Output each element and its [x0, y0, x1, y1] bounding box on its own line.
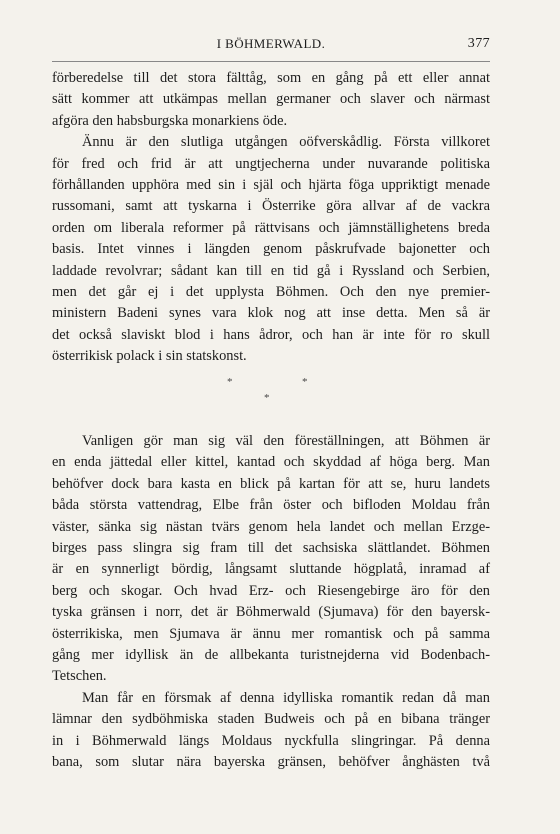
text-line: väster, sänka sig nästan tvärs genom hela landet och mellan Erzge- — [52, 518, 490, 535]
text-line: österrikiska, men Sjumava är ännu mer romantisk och på samma — [52, 625, 490, 642]
text-line: för fred och frid är att ungtjecherna under nuvarande politiska — [52, 155, 490, 172]
text-line: en enda jättedal eller kittel, kantad och skyddad af höga berg. Man — [52, 454, 490, 471]
text-line: basis. Intet vinnes i längden genom påskrufvade bajonetter och — [52, 241, 490, 258]
text-line: österrikisk polack i sin statskonst. — [52, 348, 247, 365]
text-line: russomani, samt att tyskarna i Österrike göra allvar af de vackra — [52, 198, 490, 215]
text-line: bana, som slutar nära bayerska gränsen, behöfver ånghästen två — [52, 754, 490, 771]
text-line: är en synnerligt bördig, långsamt sluttande högplatå, inramad af — [52, 561, 490, 578]
text-section-1 — [52, 68, 490, 368]
running-head — [52, 36, 490, 58]
text-line: lämnar den sydböhmiska staden Budweis och på en bibana tränger — [52, 711, 490, 728]
page-number: 377 — [467, 36, 490, 51]
text-line: birges pass slingra sig fram till det sachsiska slättlandet. Böhmen — [52, 540, 490, 557]
text-line: berg och skogar. Och hvad Erz- och Riesengebirge äro för den — [52, 582, 490, 599]
running-title: I BÖHMERWALD. — [216, 36, 326, 51]
text-line: gång mer idyllisk än de allbekanta turistnejderna vid Bodenbach- — [52, 647, 490, 664]
header-rule — [52, 61, 490, 62]
text-line: orden om liberala reformer på rättvisans och jämnställighetens breda — [52, 219, 490, 236]
text-line: afgöra den habsburgska monarkiens öde. — [52, 112, 288, 129]
section-divider — [52, 376, 490, 416]
text-line: förhållanden upphöra med sin i själ och hjärta föga uppriktigt menade — [52, 177, 490, 194]
text-section-2 — [52, 431, 490, 774]
text-line: behöfver dock bara kasta en blick på kartan för att se, huru landets — [52, 475, 490, 492]
asterisk-center: * — [264, 392, 270, 404]
text-line: Man får en försmak af denna idylliska romantik redan då man — [82, 689, 490, 706]
text-line: det också slaviskt blod i hans ådror, och han är inte för ro skull — [52, 326, 490, 343]
asterisk-left: * — [227, 376, 233, 388]
text-line: Vanligen gör man sig väl den föreställningen, att Böhmen är — [82, 433, 490, 449]
text-line: tyska gränsen i norr, det är Böhmerwald (Sjumava) för den bayersk- — [52, 604, 490, 621]
text-line: ministern Badeni synes vara klok nog att inse detta. Men så är — [52, 305, 490, 322]
text-line: båda största vattendrag, Elbe från öster och bifloden Moldau från — [52, 497, 490, 514]
text-line: Ännu är den slutliga utgången oöfverskådlig. Första villkoret — [82, 134, 490, 151]
text-line: sätt kommer att utkämpas mellan germaner och slaver och närmast — [52, 91, 490, 108]
asterisk-right: * — [302, 376, 308, 388]
text-line: laddade revolvrar; sådant kan till en tid gå i Ryssland och Serbien, — [52, 262, 490, 279]
text-line: förberedelse till det stora fälttåg, som en gång på ett eller annat — [52, 70, 490, 86]
text-line: Tetschen. — [52, 668, 107, 685]
text-line: men det går ej i det upplysta Böhmen. Och den nye premier- — [52, 284, 490, 301]
text-line: in i Böhmerwald längs Moldaus nyckfulla slingringar. På denna — [52, 732, 490, 749]
